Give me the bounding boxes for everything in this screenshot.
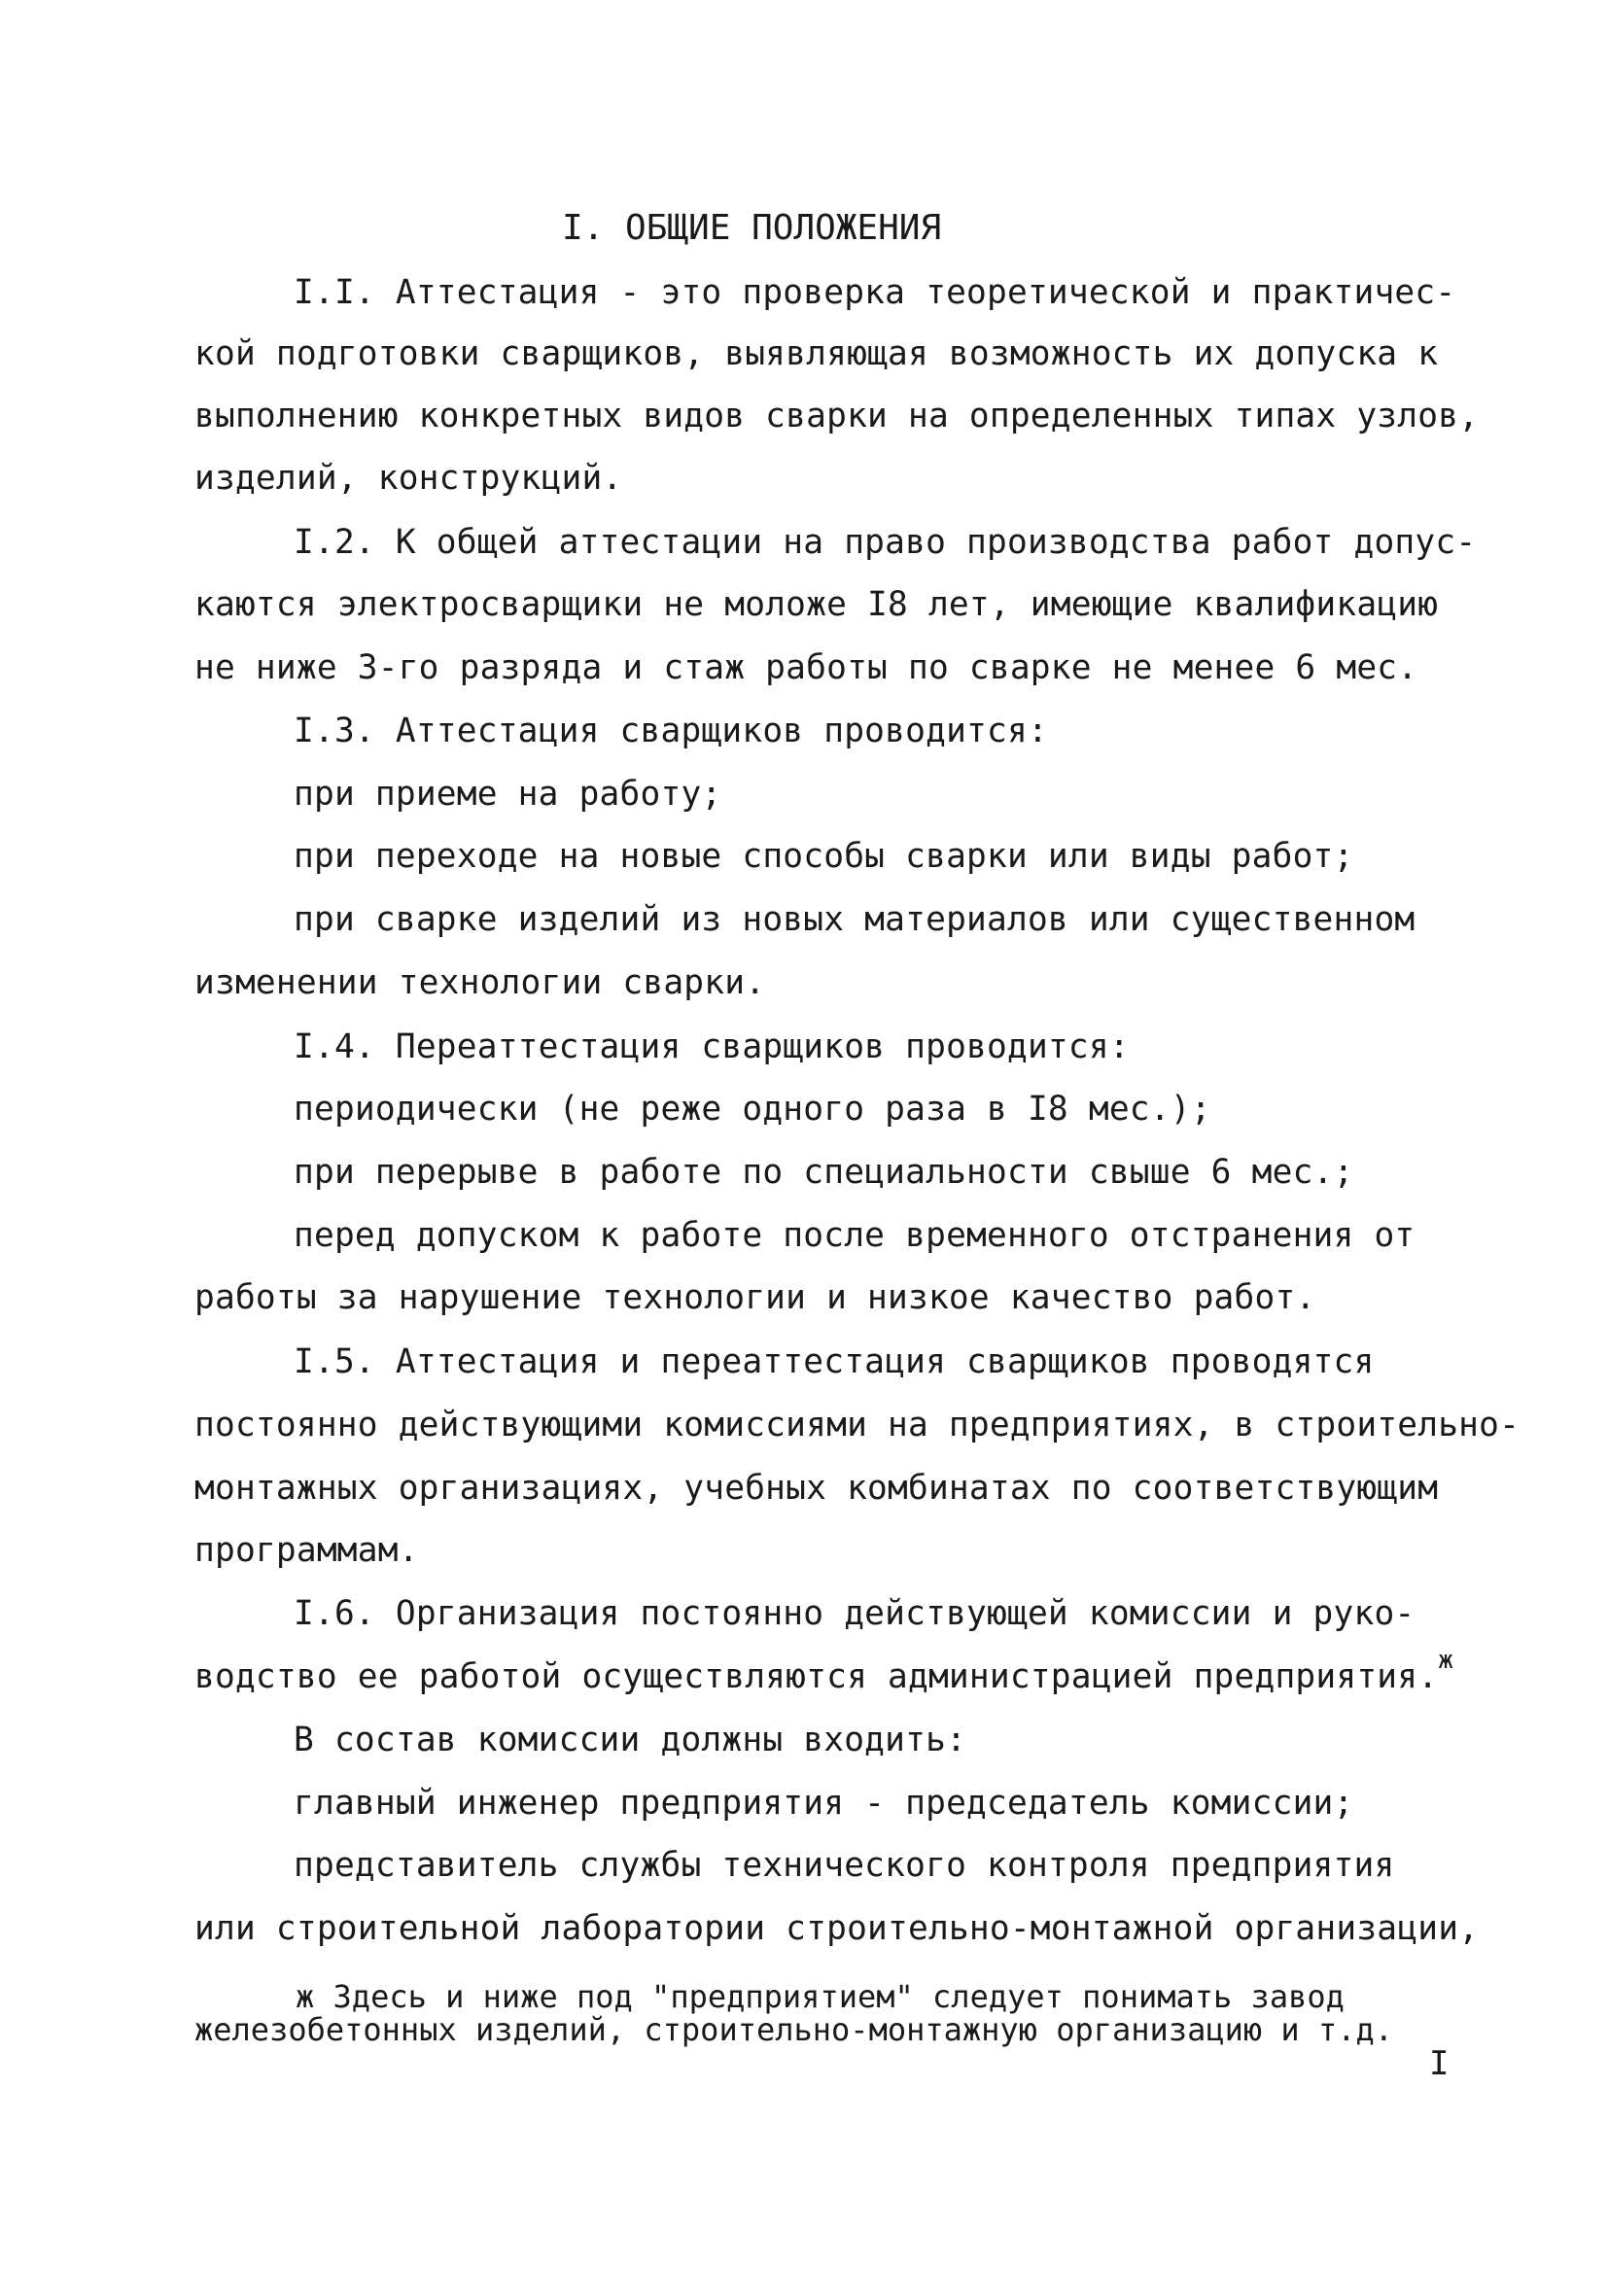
footnote-line: ж Здесь и ниже под "предприятием" следует понимать завод [296,1978,1345,2015]
footnote-line: железобетонных изделий, строительно-монтажную организацию и т.д. [194,2011,1393,2048]
text-line [194,1646,1454,1702]
text-line: не ниже 3-го разряда и стаж работы по сварке не менее 6 мес. [194,648,1418,687]
text-line: периодически (не реже одного раза в I8 мес.); [294,1090,1211,1129]
text-line: В состав комиссии должны входить: [294,1721,967,1759]
text-line: I.4. Переаттестация сварщиков проводится: [294,1027,1130,1066]
text-line: или строительной лаборатории строительно-монтажной организации, [194,1909,1480,1948]
text-line: главный инженер предприятия - председатель комиссии; [294,1784,1354,1823]
text-line: I.3. Аттестация сварщиков проводится: [294,712,1048,750]
text-line: перед допуском к работе после временного отстранения от [294,1216,1416,1255]
page-number: I [1429,2044,1450,2083]
text-line: кой подготовки сварщиков, выявляющая возможность их допуска к [194,334,1439,373]
text-line: программам. [194,1531,419,1570]
text-line: I.5. Аттестация и переаттестация сварщиков проводятся [294,1342,1375,1381]
text-line: I.2. К общей аттестации на право производства работ допус- [294,523,1477,562]
text-line: изменении технологии сварки. [194,963,766,1002]
text-line: постоянно действующими комиссиями на предприятиях, в строительно- [194,1406,1521,1444]
text-line: работы за нарушение технологии и низкое качество работ. [194,1278,1316,1317]
text-line: представитель службы технического контроля предприятия [294,1846,1395,1885]
text-line: изделий, конструкций. [194,459,623,498]
text-line-content: водство ее работой осуществляются администрацией предприятия. [194,1657,1439,1696]
text-line: I.I. Аттестация - это проверка теоретической и практичес- [294,273,1456,312]
text-line: при приеме на работу; [294,775,722,814]
text-line: выполнению конкретных видов сварки на определенных типах узлов, [194,397,1480,435]
text-line: при сварке изделий из новых материалов или существенном [294,900,1416,939]
section-title: I. ОБЩИЕ ПОЛОЖЕНИЯ [562,208,942,248]
footnote-marker: ж [1438,1646,1454,1675]
text-line: при переходе на новые способы сварки или виды работ; [294,837,1354,876]
text-line: каются электросварщики не моложе I8 лет, имеющие квалификацию [194,585,1439,624]
text-line: монтажных организациях, учебных комбинатах по соответствующим [194,1469,1439,1508]
text-line: при перерыве в работе по специальности свыше 6 мес.; [294,1153,1354,1192]
text-line: I.6. Организация постоянно действующей комиссии и руко- [294,1594,1416,1633]
